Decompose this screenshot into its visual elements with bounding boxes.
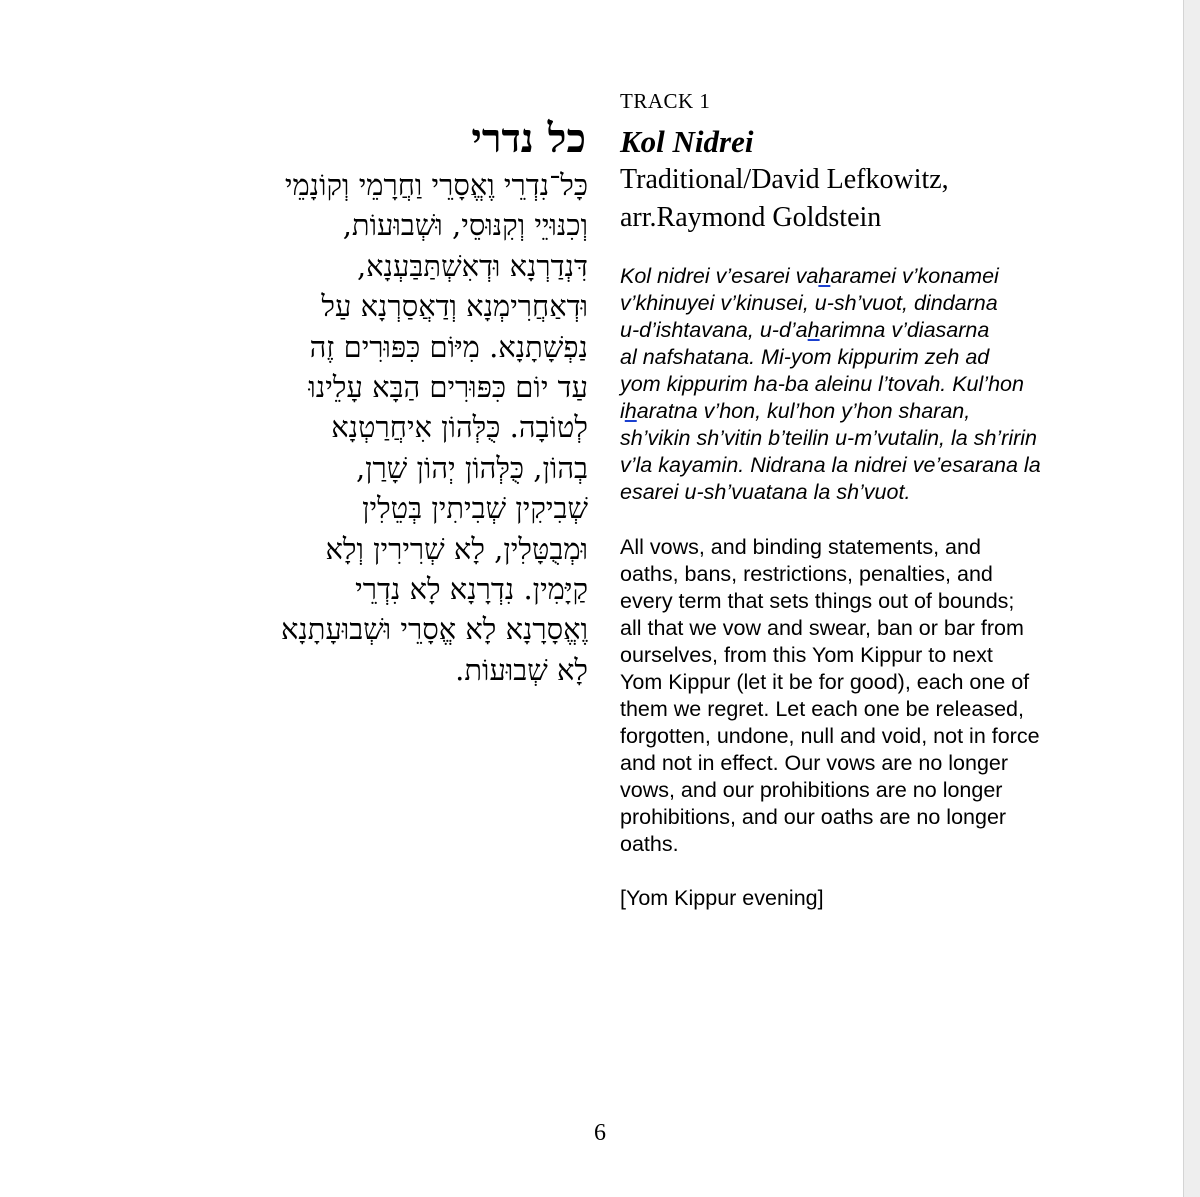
hebrew-line: לָא שְׁבוּעוֹת. <box>455 652 588 687</box>
translit-segment: Kol nidrei v’esarei va <box>620 264 819 288</box>
occasion-note: [Yom Kippur evening] <box>620 886 824 910</box>
transliteration-line: al nafshatana. Mi-yom kippurim zeh ad <box>620 345 990 369</box>
hebrew-line: וּדְאַחֲרִימְנָא וְדַאֲסַרְנָא עַל <box>321 289 588 324</box>
translit-segment: aratna v’hon, kul’hon y’hon sharan, <box>636 399 971 423</box>
hebrew-line: לְטוֹבָה. כֻּלְּהוֹן אִיחֲרַטְנָא <box>331 410 588 445</box>
translation-line: oaths, bans, restrictions, penalties, and <box>620 562 993 586</box>
translation-line: All vows, and binding statements, and <box>620 535 981 559</box>
hebrew-line: וֶאֱסָרָנָא לָא אֱסָרֵי וּשְׁבוּעָתָנָא <box>280 612 588 647</box>
transliteration-line <box>620 317 1110 344</box>
translit-underlined-letter: h <box>807 318 820 342</box>
translit-underlined-letter: h <box>624 399 637 423</box>
translation-line: vows, and our prohibitions are no longer <box>620 778 1003 802</box>
transliteration-line: v’khinuyei v’kinusei, u-sh’vuot, dindarna <box>620 291 998 315</box>
hebrew-line: עַד יוֹם כִּפּוּרִים הַבָּא עָלֵינוּ <box>308 370 588 405</box>
transliteration-line <box>620 398 1110 425</box>
transliteration-line: v’la kayamin. Nidrana la nidrei ve’esarana la <box>620 453 1041 477</box>
translation-line: forgotten, undone, null and void, not in force <box>620 724 1040 748</box>
credit-line-2: arr.Raymond Goldstein <box>620 202 882 233</box>
hebrew-line: דִּנְדַרְנָא וּדְאִשְׁתַּבַּעְנָא, <box>356 248 588 283</box>
translation-line: every term that sets things out of bounds; <box>620 589 1015 613</box>
english-text-column <box>620 87 1110 912</box>
hebrew-line: נַפְשָׁתָנָא. מִיּוֹם כִּפּוּרִים זֶה <box>309 329 588 364</box>
translation-line: ourselves, from this Yom Kippur to next <box>620 643 993 667</box>
hebrew-title: כל נדרי <box>471 115 586 162</box>
translation-line: prohibitions, and our oaths are no longer <box>620 805 1007 829</box>
translation-line: Yom Kippur (let it be for good), each one of <box>620 670 1030 694</box>
hebrew-line: וְכִנּוּיֵי וְקִנּוּסֵי, וּשְׁבוּעוֹת, <box>342 208 588 243</box>
hebrew-text-column <box>150 113 588 690</box>
translation-paragraph <box>620 534 1110 858</box>
translit-segment: aramei v’konamei <box>830 264 999 288</box>
translation-line: them we regret. Let each one be released, <box>620 697 1024 721</box>
translit-segment: u-d’ishtavana, u-d’a <box>620 318 808 342</box>
transliteration-line <box>620 263 1110 290</box>
translation-line: oaths. <box>620 832 679 856</box>
credit-line-1: Traditional/David Lefkowitz, <box>620 164 949 195</box>
transliteration-line: yom kippurim ha-ba aleinu l’tovah. Kul’hon <box>620 372 1024 396</box>
transliteration-line: sh’vikin sh’vitin b’teilin u-m’vutalin, la sh’ririn <box>620 426 1038 450</box>
hebrew-line: וּמְבֻטָּלִין, לָא שְׁרִירִין וְלָא <box>325 531 588 566</box>
page-edge <box>1183 0 1200 1197</box>
translit-underlined-letter: h <box>818 264 831 288</box>
song-title: Kol Nidrei <box>620 124 754 159</box>
hebrew-line: שְׁבִיקִין שְׁבִיתִין בְּטֵלִין <box>362 491 588 526</box>
translit-segment: arimna v’diasarna <box>819 318 990 342</box>
translation-line: all that we vow and swear, ban or bar from <box>620 616 1024 640</box>
hebrew-line: קַיָּמִין. נִדְרָנָא לָא נִדְרֵי <box>355 572 588 607</box>
translation-line: and not in effect. Our vows are no longer <box>620 751 1009 775</box>
hebrew-line: בְהוֹן, כֻּלְּהוֹן יְהוֹן שָׁרַן, <box>355 450 588 485</box>
track-label: TRACK 1 <box>620 89 711 113</box>
transliteration-line: esarei u-sh’vuatana la sh’vuot. <box>620 480 911 504</box>
credit-line <box>620 161 1110 237</box>
translit-segment: i <box>620 399 625 423</box>
transliteration-paragraph <box>620 263 1110 506</box>
hebrew-line: כָּל־נִדְרֵי וֶאֱסָרֵי וַחֲרָמֵי וְקוֹנָמֵי <box>284 168 588 202</box>
page-number: 6 <box>594 1120 606 1146</box>
